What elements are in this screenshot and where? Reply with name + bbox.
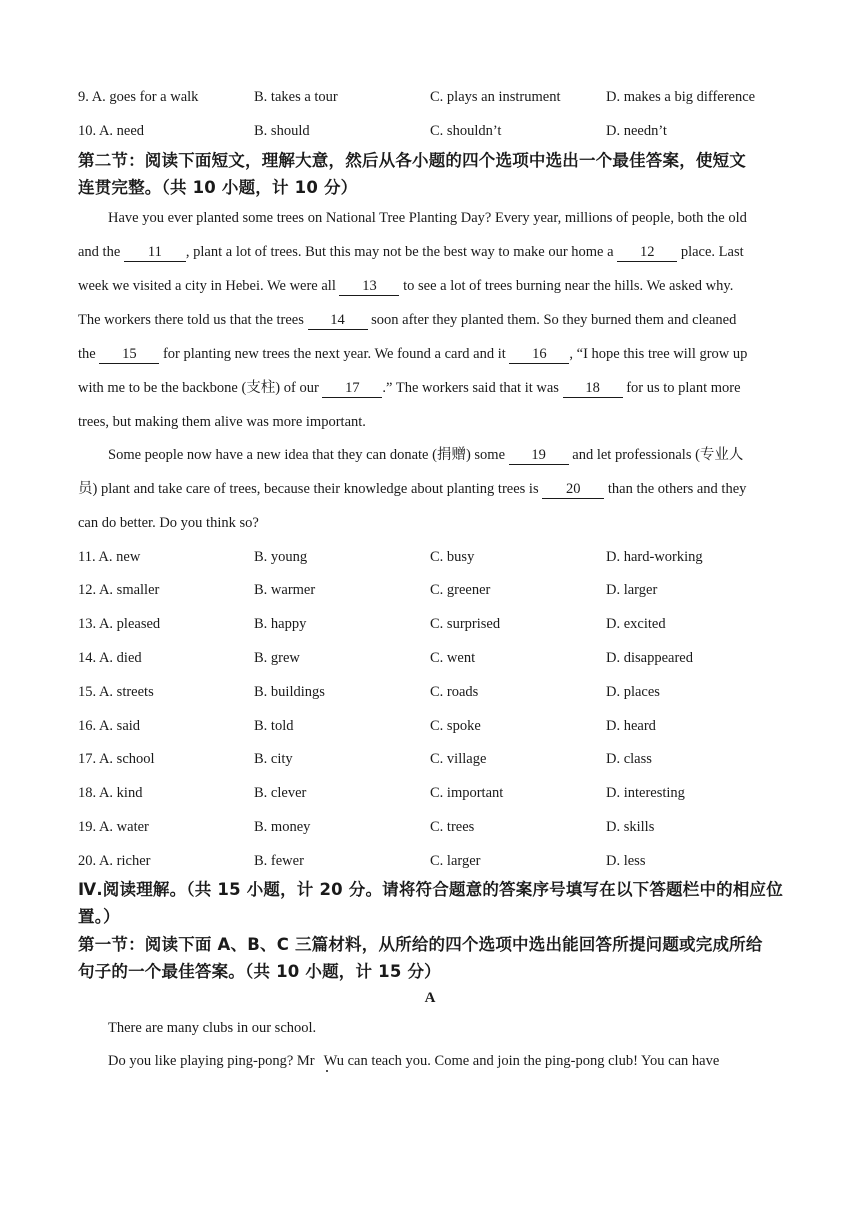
passage-text: week we visited a city in Hebei. We were all xyxy=(78,278,340,294)
option-b: B. clever xyxy=(254,785,307,801)
blank-13: 13 xyxy=(339,277,399,296)
passage-text: and the xyxy=(78,244,124,260)
question-12-options xyxy=(78,579,798,601)
emphasis-dot xyxy=(326,1070,328,1072)
passage-line: Have you ever planted some trees on National Tree Planting Day? Every year, millions of people, both the old xyxy=(108,210,747,226)
passage-text: place. Last xyxy=(677,244,744,260)
question-13-options xyxy=(78,613,798,635)
passage-text: , plant a lot of trees. But this may not be the best way to make our home a xyxy=(185,244,618,260)
section-2-heading xyxy=(78,147,783,201)
option-a: 15. A. streets xyxy=(78,684,154,700)
passage-line xyxy=(108,444,813,466)
option-b: B. city xyxy=(254,751,293,767)
option-b: B. told xyxy=(254,718,294,734)
blank-14: 14 xyxy=(308,311,368,330)
option-c: C. important xyxy=(430,785,504,801)
question-9-options xyxy=(78,86,798,108)
question-10-options xyxy=(78,120,798,142)
passage-text: the xyxy=(78,346,100,362)
question-18-options xyxy=(78,782,798,804)
option-c: C. busy xyxy=(430,549,475,565)
option-d: D. needn’t xyxy=(606,123,667,139)
blank-12: 12 xyxy=(617,243,677,262)
option-c: C. village xyxy=(430,751,487,767)
blank-11: 11 xyxy=(124,243,186,262)
passage-text: Some people now have a new idea that they can donate (捐赠) some xyxy=(108,447,509,463)
question-14-options xyxy=(78,647,798,669)
option-b: B. warmer xyxy=(254,582,316,598)
option-a: 12. A. smaller xyxy=(78,582,160,598)
option-d: D. skills xyxy=(606,819,655,835)
option-c: C. plays an instrument xyxy=(430,89,561,105)
option-d: D. hard-working xyxy=(606,549,703,565)
passage-line xyxy=(78,478,783,500)
option-c: C. larger xyxy=(430,853,481,869)
option-a: 17. A. school xyxy=(78,751,155,767)
option-c: C. roads xyxy=(430,684,479,700)
blank-18: 18 xyxy=(563,379,623,398)
heading-line: 句子的一个最佳答案。（共 10 小题，计 15 分） xyxy=(78,962,441,981)
heading-line: 第二节：阅读下面短文，理解大意，然后从各小题的四个选项中选出一个最佳答案，使短文 xyxy=(78,151,746,170)
option-a: 16. A. said xyxy=(78,718,141,734)
option-b: B. should xyxy=(254,123,310,139)
option-d: D. larger xyxy=(606,582,658,598)
option-d: D. interesting xyxy=(606,785,685,801)
section-1-heading xyxy=(78,931,783,985)
question-20-options xyxy=(78,850,798,872)
option-a: 14. A. died xyxy=(78,650,142,666)
passage-text: for us to plant more xyxy=(622,380,741,396)
passage-text: 员) plant and take care of trees, because their knowledge about planting trees is xyxy=(78,481,543,497)
option-d: D. places xyxy=(606,684,660,700)
option-b: B. happy xyxy=(254,616,307,632)
option-c: C. shouldn’t xyxy=(430,123,502,139)
passage-text: and let professionals (专业人 xyxy=(568,447,744,463)
option-b: B. takes a tour xyxy=(254,89,338,105)
question-15-options xyxy=(78,681,798,703)
option-b: B. money xyxy=(254,819,311,835)
passage-text: Do you like playing ping-pong? Mr xyxy=(108,1053,315,1069)
option-a: 20. A. richer xyxy=(78,853,151,869)
heading-line: 置。） xyxy=(78,907,120,926)
option-a: 9. A. goes for a walk xyxy=(78,89,199,105)
option-d: D. disappeared xyxy=(606,650,693,666)
part-4-heading xyxy=(78,876,783,930)
option-c: C. trees xyxy=(430,819,475,835)
passage-line xyxy=(78,309,783,331)
passage-text: The workers there told us that the trees xyxy=(78,312,308,328)
option-a: 13. A. pleased xyxy=(78,616,161,632)
option-a: 10. A. need xyxy=(78,123,145,139)
blank-15: 15 xyxy=(99,345,159,364)
passage-text: with me to be the backbone (支柱) of our xyxy=(78,380,323,396)
option-d: D. less xyxy=(606,853,646,869)
blank-19: 19 xyxy=(509,446,569,465)
option-b: B. grew xyxy=(254,650,300,666)
passage-text: for planting new trees the next year. We found a card and it xyxy=(159,346,510,362)
heading-line: 连贯完整。（共 10 小题，计 10 分） xyxy=(78,178,358,197)
passage-text: Wu can teach you. Come and join the ping-pong club! You can have xyxy=(323,1053,720,1069)
blank-17: 17 xyxy=(322,379,382,398)
passage-line xyxy=(78,275,783,297)
option-d: D. excited xyxy=(606,616,666,632)
option-d: D. heard xyxy=(606,718,656,734)
option-b: B. young xyxy=(254,549,308,565)
option-c: C. surprised xyxy=(430,616,501,632)
passage-a-title: A xyxy=(424,990,436,1006)
passage-line: There are many clubs in our school. xyxy=(108,1020,317,1036)
heading-line: 第一节：阅读下面 A、B、C 三篇材料，从所给的四个选项中选出能回答所提问题或完成所给 xyxy=(78,935,763,954)
option-b: B. fewer xyxy=(254,853,304,869)
option-d: D. makes a big difference xyxy=(606,89,756,105)
passage-text: than the others and they xyxy=(604,481,747,497)
passage-line: can do better. Do you think so? xyxy=(78,515,259,531)
option-c: C. greener xyxy=(430,582,491,598)
blank-16: 16 xyxy=(509,345,569,364)
option-a: 11. A. new xyxy=(78,549,141,565)
passage-line xyxy=(78,343,783,365)
passage-text: .” The workers said that it was xyxy=(382,380,563,396)
passage-text: to see a lot of trees burning near the hills. We asked why. xyxy=(399,278,734,294)
passage-line: trees, but making them alive was more important. xyxy=(78,414,366,430)
option-c: C. went xyxy=(430,650,476,666)
passage-text: soon after they planted them. So they burned them and cleaned xyxy=(367,312,737,328)
option-b: B. buildings xyxy=(254,684,325,700)
option-d: D. class xyxy=(606,751,652,767)
passage-line xyxy=(108,1050,813,1072)
question-11-options xyxy=(78,546,798,568)
passage-text: , “I hope this tree will grow up xyxy=(569,346,748,362)
passage-line xyxy=(78,241,783,263)
passage-line xyxy=(78,377,783,399)
option-a: 19. A. water xyxy=(78,819,149,835)
blank-20: 20 xyxy=(542,480,604,499)
question-16-options xyxy=(78,715,798,737)
option-c: C. spoke xyxy=(430,718,481,734)
heading-line: Ⅳ.阅读理解。（共 15 小题，计 20 分。请将符合题意的答案序号填写在以下答题栏中的相应位 xyxy=(78,880,783,899)
question-19-options xyxy=(78,816,798,838)
option-a: 18. A. kind xyxy=(78,785,143,801)
question-17-options xyxy=(78,748,798,770)
